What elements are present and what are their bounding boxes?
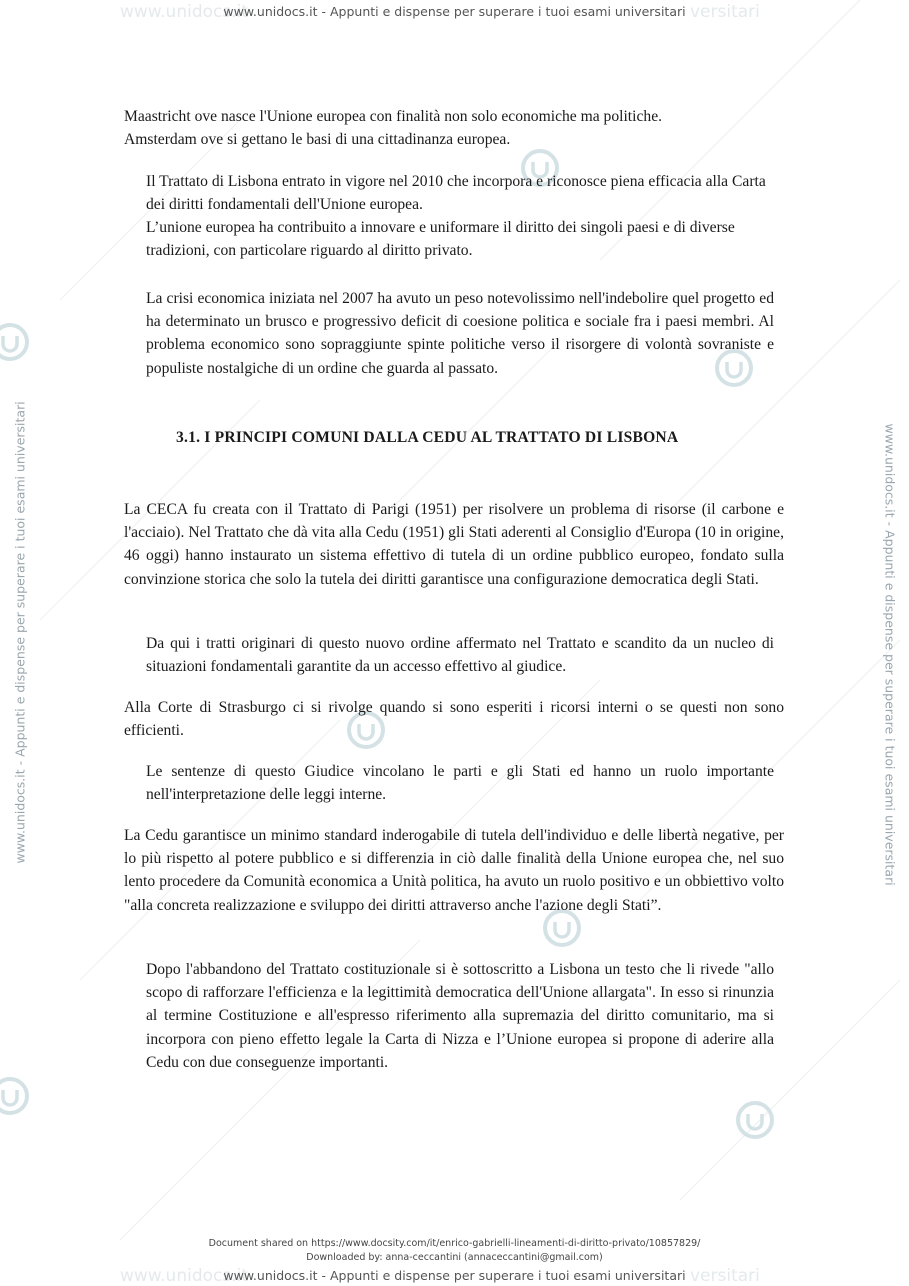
paragraph-tratti-originari: Da qui i tratti originari di questo nuovo ordine affermato nel Trattato e scandito da un nucleo di situazioni fondamentali garantite da un accesso effettivo al giudice. bbox=[146, 635, 774, 676]
watermark-ghost-text: www.unidocs.it bbox=[120, 2, 249, 22]
section-heading: 3.1. I PRINCIPI COMUNI DALLA CEDU AL TRATTATO DI LISBONA bbox=[176, 429, 679, 446]
unidocs-logo-icon bbox=[733, 1098, 777, 1142]
paragraph-crisi-economica: La crisi economica iniziata nel 2007 ha avuto un peso notevolissimo nell'indebolire quel progetto ed ha determinato un brusco e progressivo deficit di coesione politica e sociale fra i paesi membri. Al problema economico sono sopraggiunte spinte politiche verso il risorgere di volontà sovraniste e populiste nostalgiche di un ordine che guarda al passato. bbox=[146, 290, 774, 377]
paragraph-corte-strasburgo: Alla Corte di Strasburgo ci si rivolge quando si sono esperiti i ricorsi interni o se questi non sono efficienti. bbox=[124, 699, 784, 740]
footer-downloaded-by: Downloaded by: anna-ceccantini (annaceccantini@gmail.com) bbox=[306, 1252, 603, 1263]
paragraph-trattato-costituzionale: Dopo l'abbandono del Trattato costituzionale si è sottoscritto a Lisbona un testo che li rivede "allo scopo di rafforzare l'efficienza e la legittimità democratica dell'Unione allargata". In esso si rinunzia al termine Costituzione e all'espresso riferimento alla supremazia del diritto comunitario, ma si incorpora con pieno effetto legale la Carta di Nizza e l’Unione europea si propone di aderire alla Cedu con due conseguenze importanti. bbox=[146, 961, 774, 1071]
paragraph-ceca: La CECA fu creata con il Trattato di Parigi (1951) per risolvere un problema di risorse (il carbone e l'acciaio). Nel Trattato che dà vita alla Cedu (1951) gli Stati aderenti al Consiglio d'Europa (10 in origine, 46 oggi) hanno instaurato un sistema effettivo di tutela di un ordine pubblico europeo, fondato sulla convinzione storica che solo la tutela dei diritti garantisce una configurazione democratica degli Stati. bbox=[124, 501, 784, 588]
unidocs-logo-icon bbox=[0, 320, 32, 364]
paragraph-maastricht: Maastricht ove nasce l'Unione europea con finalità non solo economiche ma politiche. Amsterdam ove si gettano le basi di una cittadinanza europea. bbox=[124, 108, 663, 149]
paragraph-sentenze: Le sentenze di questo Giudice vincolano le parti e gli Stati ed hanno un ruolo importante nell'interpretazione delle leggi interne. bbox=[146, 763, 774, 804]
watermark-right: www.unidocs.it - Appunti e dispense per superare i tuoi esami universitari bbox=[882, 423, 898, 886]
unidocs-logo-icon bbox=[0, 1074, 32, 1118]
watermark-ghost-text: www.unidocs.it bbox=[120, 1266, 249, 1286]
paragraph-lisbona: Il Trattato di Lisbona entrato in vigore nel 2010 che incorpora e riconosce piena efficacia alla Carta dei diritti fondamentali dell'Unione europea. bbox=[146, 173, 766, 214]
watermark-bottom: www.unidocs.it - Appunti e dispense per superare i tuoi esami universitari bbox=[223, 1268, 686, 1283]
watermark-left: www.unidocs.it - Appunti e dispense per superare i tuoi esami universitari bbox=[12, 401, 28, 864]
watermark-ghost-text: versitari bbox=[690, 1266, 760, 1286]
watermark-ghost-text: versitari bbox=[690, 2, 760, 22]
paragraph-cedu-garantisce: La Cedu garantisce un minimo standard inderogabile di tutela dell'individuo e delle libertà negative, per lo più rispetto al potere pubblico e si differenzia in ciò dalle finalità della Unione europea che, nel suo lento procedere da Comunità economica a Unità politica, ha avuto un ruolo positivo e un obbiettivo volto "alla concreta realizzazione e sviluppo dei diritti attraverso anche l'azione degli Stati”. bbox=[124, 827, 784, 914]
paragraph-unione-europea: L’unione europea ha contribuito a innovare e uniformare il diritto dei singoli paesi e di diverse tradizioni, con particolare riguardo al diritto privato. bbox=[146, 219, 735, 260]
watermark-top: www.unidocs.it - Appunti e dispense per superare i tuoi esami universitari bbox=[223, 4, 686, 19]
footer-shared-url: Document shared on https://www.docsity.com/it/enrico-gabrielli-lineamenti-di-diritto-privato/10857829/ bbox=[208, 1238, 701, 1249]
